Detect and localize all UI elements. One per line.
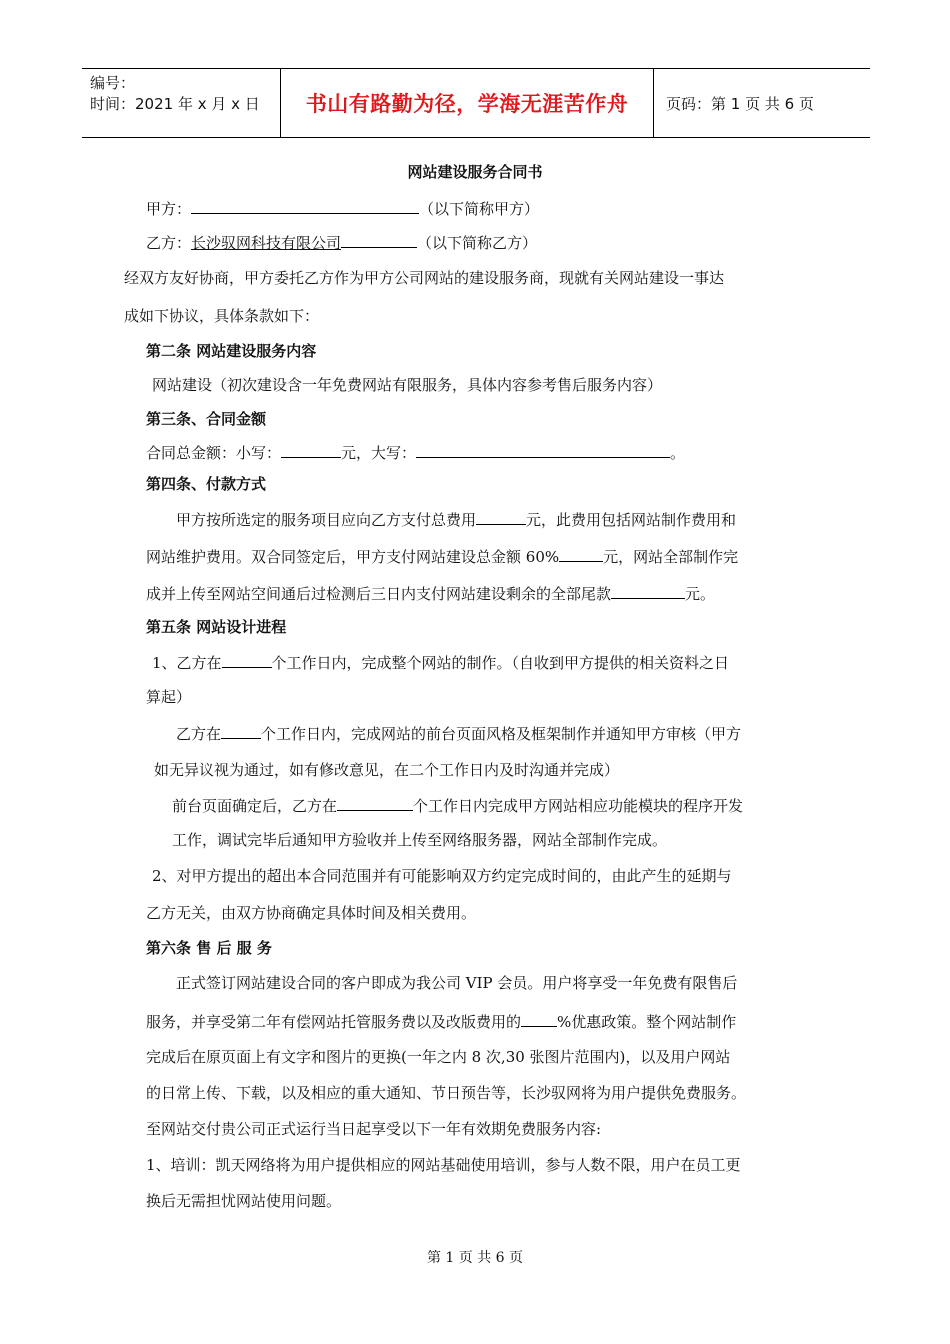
date-label: 时间：2021 年 x 月 x 日 xyxy=(90,95,260,113)
section-5-item-2-cont: 如无异议视为通过，如有修改意见，在二个工作日内及时沟通并完成） xyxy=(154,761,620,779)
s4-p2-text-b: 元，网站全部制作完 xyxy=(603,548,739,566)
s4-p3-text-a: 成并上传至网站空间通后过检测后三日内支付网站建设剩余的全部尾款 xyxy=(146,585,612,603)
section-5-item-4-cont: 乙方无关，由双方协商确定具体时间及相关费用。 xyxy=(146,904,477,922)
days-total-blank xyxy=(222,651,272,668)
party-a-label: 甲方： xyxy=(146,200,192,218)
section-6-para-1: 正式签订网站建设合同的客户即成为我公司 VIP 会员。用户将享受一年免费有限售后 xyxy=(176,974,738,992)
s6-p2-text-b: %优惠政策。整个网站制作 xyxy=(557,1013,737,1031)
section-4-heading: 第四条、付款方式 xyxy=(146,475,267,493)
amount-small-blank xyxy=(281,441,341,458)
s4-p1-text-b: 元，此费用包括网站制作费用和 xyxy=(526,511,737,529)
header-left-cell xyxy=(82,69,280,137)
party-a-suffix: （以下简称甲方） xyxy=(419,200,540,218)
section-4-para-1 xyxy=(176,508,736,530)
amount-capital-blank xyxy=(416,441,670,458)
section-5-item-1 xyxy=(152,651,729,673)
section-5-heading: 第五条 网站设计进程 xyxy=(146,618,287,636)
party-b-blank xyxy=(341,231,417,248)
deposit-blank xyxy=(559,545,603,562)
days-frontend-blank xyxy=(221,722,261,739)
section-4-para-2 xyxy=(146,545,738,567)
section-6-para-4: 的日常上传、下载，以及相应的重大通知、节日预告等，长沙驭网将为用户提供免费服务。 xyxy=(146,1084,747,1102)
motto-banner: 书山有路勤为径，学海无涯苦作舟 xyxy=(280,69,654,137)
section-5-item-4: 2、对甲方提出的超出本合同范围并有可能影响双方约定完成时间的，由此产生的延期与 xyxy=(152,867,732,885)
s4-p1-text-a: 甲方按所选定的服务项目应向乙方支付总费用 xyxy=(176,511,477,529)
s5-2-text-b: 个工作日内，完成网站的前台页面风格及框架制作并通知甲方审核（甲方 xyxy=(261,725,742,743)
section-5-item-2 xyxy=(176,722,741,744)
section-4-para-3 xyxy=(146,582,715,604)
party-b-line xyxy=(146,231,537,253)
section-6-para-3: 完成后在原页面上有文字和图片的更换(一年之内 8 次,30 张图片范围内)，以及用户网站 xyxy=(146,1048,731,1066)
section-6-heading: 第六条 售 后 服 务 xyxy=(146,939,272,957)
section-6-para-6: 1、培训：凯天网络将为用户提供相应的网站基础使用培训，参与人数不限，用户在员工更 xyxy=(146,1156,741,1174)
amount-capital-label: 元，大写： xyxy=(341,444,417,462)
days-backend-blank xyxy=(337,794,413,811)
balance-blank xyxy=(611,582,685,599)
s4-p2-text-a: 网站维护费用。双合同签定后，甲方支付网站建设总金额 60% xyxy=(146,548,560,566)
section-3-heading: 第三条、合同金额 xyxy=(146,410,267,428)
intro-line-2: 成如下协议，具体条款如下： xyxy=(124,307,320,325)
s5-3-text-b: 个工作日内完成甲方网站相应功能模块的程序开发 xyxy=(413,797,744,815)
section-2-text: 网站建设（初次建设含一年免费网站有限服务，具体内容参考售后服务内容） xyxy=(152,376,663,394)
intro-line-1: 经双方友好协商，甲方委托乙方作为甲方公司网站的建设服务商，现就有关网站建设一事达 xyxy=(124,269,725,287)
section-3-amount-line xyxy=(146,441,685,463)
s6-p2-text-a: 服务，并享受第二年有偿网站托管服务费以及改版费用的 xyxy=(146,1013,522,1031)
section-5-item-3 xyxy=(172,794,743,816)
number-label: 编号： xyxy=(90,74,136,92)
page-header xyxy=(82,68,870,138)
s5-3-text-a: 前台页面确定后，乙方在 xyxy=(172,797,338,815)
discount-blank xyxy=(521,1010,557,1027)
party-b-name: 长沙驭网科技有限公司 xyxy=(191,234,342,252)
party-a-blank xyxy=(191,197,419,214)
s5-2-text-a: 乙方在 xyxy=(176,725,222,743)
s4-p3-text-b: 元。 xyxy=(685,585,716,603)
section-6-para-2 xyxy=(146,1010,736,1032)
page-info: 页码：第 1 页 共 6 页 xyxy=(666,94,814,113)
amount-period: 。 xyxy=(670,444,686,462)
s5-1-text-b: 个工作日内，完成整个网站的制作。（自收到甲方提供的相关资料之日 xyxy=(271,654,730,672)
document-title: 网站建设服务合同书 xyxy=(407,163,543,181)
section-5-item-1-cont: 算起） xyxy=(146,688,192,706)
total-fee-blank xyxy=(476,508,526,525)
section-5-item-3-cont: 工作，调试完毕后通知甲方验收并上传至网络服务器，网站全部制作完成。 xyxy=(172,831,668,849)
party-b-suffix: （以下简称乙方） xyxy=(417,234,538,252)
page-footer: 第 1 页 共 6 页 xyxy=(426,1250,524,1266)
section-6-para-5: 至网站交付贵公司正式运行当日起享受以下一年有效期免费服务内容: xyxy=(146,1120,602,1138)
party-b-label: 乙方： xyxy=(146,234,192,252)
amount-label: 合同总金额：小写： xyxy=(146,444,282,462)
party-a-line xyxy=(146,197,539,219)
section-6-para-7: 换后无需担忧网站使用问题。 xyxy=(146,1192,342,1210)
s5-1-text-a: 1、乙方在 xyxy=(152,654,222,672)
section-2-heading: 第二条 网站建设服务内容 xyxy=(146,342,317,360)
